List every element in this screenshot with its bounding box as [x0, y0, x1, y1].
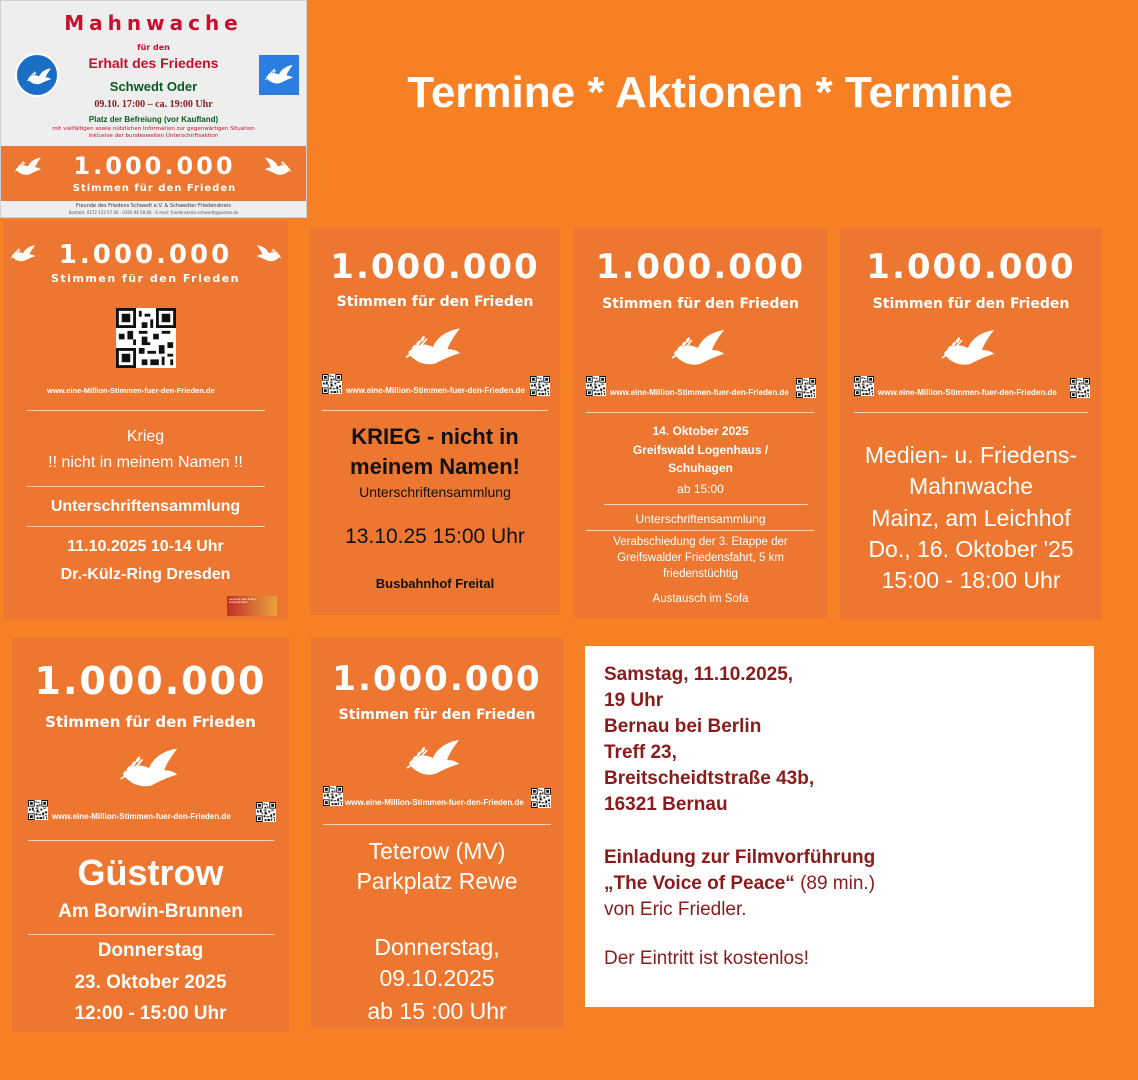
dresden-l4: 11.10.2025 10-14 Uhr	[67, 538, 224, 555]
teterow-l4: 09.10.2025	[379, 965, 495, 991]
dove-icon	[259, 55, 299, 95]
freital-l4: 13.10.25 15:00 Uhr	[345, 525, 525, 548]
bernau-l8-line	[604, 873, 875, 895]
qr-code	[322, 374, 342, 394]
campaign-slogan: Stimmen für den Frieden	[72, 183, 237, 194]
campaign-slogan: Stimmen für den Frieden	[872, 296, 1070, 312]
dresden-l5: Dr.-Külz-Ring Dresden	[60, 566, 231, 583]
bernau-film-title: „The Voice of Peace“	[604, 873, 795, 894]
bernau-l1: Samstag, 11.10.2025,	[604, 664, 794, 685]
page-title: Termine * Aktionen * Termine	[407, 68, 1013, 117]
campaign-number: 1.000.000	[58, 240, 233, 270]
qr-code	[256, 802, 276, 822]
dresden-l1: Krieg	[126, 428, 165, 445]
bernau-l2: 19 Uhr	[604, 690, 664, 711]
bernau-info-box	[585, 646, 1094, 1007]
teterow-l1: Teterow (MV)	[368, 838, 506, 864]
guestrow-l2: Am Borwin-Brunnen	[58, 901, 243, 922]
mainz-l2: Mahnwache	[908, 473, 1034, 499]
dove-icon	[402, 322, 464, 370]
greifswald-l3: Schuhagen	[668, 461, 733, 475]
bernau-l3: Bernau bei Berlin	[604, 716, 762, 737]
greifswald-l8: friedenstüchtig	[663, 568, 738, 580]
mainz-l1: Medien- u. Friedens-	[864, 442, 1078, 468]
flyer-city: Schwedt Oder	[109, 79, 198, 94]
campaign-url: www.eine-Million-Stimmen-fuer-den-Frieden.de	[345, 798, 524, 807]
campaign-slogan: Stimmen für den Frieden	[602, 296, 799, 312]
teterow-l3: Donnerstag,	[374, 934, 500, 960]
flyer-line2: Erhalt des Friedens	[88, 55, 219, 71]
campaign-number: 1.000.000	[73, 152, 236, 180]
campaign-url: www.eine-Million-Stimmen-fuer-den-Frieden.de	[878, 388, 1057, 397]
campaign-slogan: Stimmen für den Frieden	[338, 707, 536, 723]
campaign-url: www.eine-Million-Stimmen-fuer-den-Frieden.de	[610, 388, 789, 397]
freital-l3: Unterschriftensammlung	[359, 484, 511, 500]
freital-l2: meinem Namen!	[350, 454, 520, 479]
greifswald-l7: Greifswalder Friedensfahrt, 5 km	[617, 552, 784, 564]
qr-code	[530, 376, 550, 396]
greifswald-l5: Unterschriftensammlung	[635, 512, 766, 526]
campaign-number: 1.000.000	[330, 247, 540, 287]
mainz-l4: Do., 16. Oktober '25	[868, 536, 1074, 562]
bernau-l4: Treff 23,	[604, 742, 677, 763]
qr-code	[116, 308, 176, 368]
flyer-place: Platz der Befreiung (vor Kaufland)	[88, 115, 219, 124]
guestrow-l1: Güstrow	[77, 852, 224, 893]
flyer-campaign-band	[1, 146, 307, 201]
teterow-l2: Parkplatz Rewe	[356, 868, 518, 894]
guestrow-l4: 23. Oktober 2025	[74, 972, 227, 993]
guestrow-l3: Donnerstag	[97, 940, 204, 961]
qr-code	[796, 378, 816, 398]
flyer-footer: Freunde des Friedens Schwedt e.V. & Schwedter Friedenskreis	[76, 203, 231, 209]
guestrow-l5: 12:00 - 15:00 Uhr	[74, 1003, 227, 1024]
peace-logo-icon	[15, 53, 59, 97]
bernau-l5: Breitscheidtstraße 43b,	[604, 768, 815, 789]
bernau-l6: 16321 Bernau	[604, 794, 728, 815]
flyer-footer-contact: Kontakt: 0172 123 57 66 · 0160 96 58 66 · E-mail: friedenskreis-schwedt@posteo.de	[68, 210, 239, 215]
bernau-l7: Einladung zur Filmvorführung	[604, 847, 876, 868]
campaign-number: 1.000.000	[866, 247, 1076, 287]
flyer-note1: mit vielfältigen sowie nützlichen Information zur gegenwärtigen Situation	[52, 126, 255, 132]
campaign-number: 1.000.000	[332, 659, 542, 699]
bernau-film-length: (89 min.)	[800, 873, 876, 894]
card-freital	[310, 228, 560, 615]
flyer-title: Mahnwache	[64, 11, 243, 35]
teterow-l5: ab 15 :00 Uhr	[367, 998, 507, 1024]
flyer-note2: inklusive der bundesweiten Unterschriftsaktion	[88, 133, 219, 139]
mainz-l3: Mainz, am Leichhof	[871, 505, 1071, 531]
campaign-url: www.eine-Million-Stimmen-fuer-den-Frieden.de	[52, 812, 231, 821]
campaign-slogan: Stimmen für den Frieden	[336, 294, 534, 310]
bernau-l9: von Eric Friedler.	[604, 899, 747, 920]
flyer-time: 09.10. 17:00 – ca. 19:00 Uhr	[94, 99, 213, 110]
qr-code	[586, 376, 606, 396]
campaign-slogan: Stimmen für den Frieden	[45, 713, 256, 731]
qr-code	[1070, 378, 1090, 398]
greifswald-l1: 14. Oktober 2025	[652, 424, 749, 438]
greifswald-l6: Verabschiedung der 3. Etappe der	[613, 536, 788, 548]
card-mainz	[840, 228, 1102, 620]
freital-l1: KRIEG - nicht in	[351, 424, 519, 449]
campaign-number: 1.000.000	[595, 247, 806, 287]
card-guestrow	[12, 638, 289, 1032]
dresden-l2: !! nicht in meinem Namen !!	[48, 454, 243, 471]
qr-code	[323, 786, 343, 806]
qr-code	[28, 800, 48, 820]
dove-icon	[668, 324, 728, 370]
dove-icon	[938, 324, 998, 370]
dove-icon	[116, 742, 182, 792]
flyer-line1: für den	[137, 43, 170, 52]
greifswald-l9: Austausch im Sofa	[652, 593, 749, 605]
campaign-url: www.eine-Million-Stimmen-fuer-den-Frieden.de	[47, 386, 215, 395]
dove-icon	[403, 734, 463, 780]
qr-code	[854, 376, 874, 396]
campaign-number: 1.000.000	[34, 659, 267, 703]
greifswald-l2: Greifswald Logenhaus /	[632, 443, 769, 457]
sponsor-badge: sammelt bitte fleißig Unterschriften	[227, 596, 277, 616]
greifswald-l4: ab 15:00	[677, 482, 724, 496]
bernau-l10: Der Eintritt ist kostenlos!	[604, 948, 809, 969]
campaign-url: www.eine-Million-Stimmen-fuer-den-Frieden.de	[346, 386, 525, 395]
card-greifswald	[574, 228, 827, 618]
freital-l5: Busbahnhof Freital	[375, 576, 495, 591]
mainz-l5: 15:00 - 18:00 Uhr	[881, 567, 1061, 593]
mahnwache-flyer	[0, 0, 307, 218]
card-dresden	[3, 220, 288, 620]
dresden-l3: Unterschriftensammlung	[50, 498, 241, 515]
campaign-slogan: Stimmen für den Frieden	[51, 272, 240, 285]
qr-code	[531, 788, 551, 808]
card-teterow	[311, 638, 563, 1028]
